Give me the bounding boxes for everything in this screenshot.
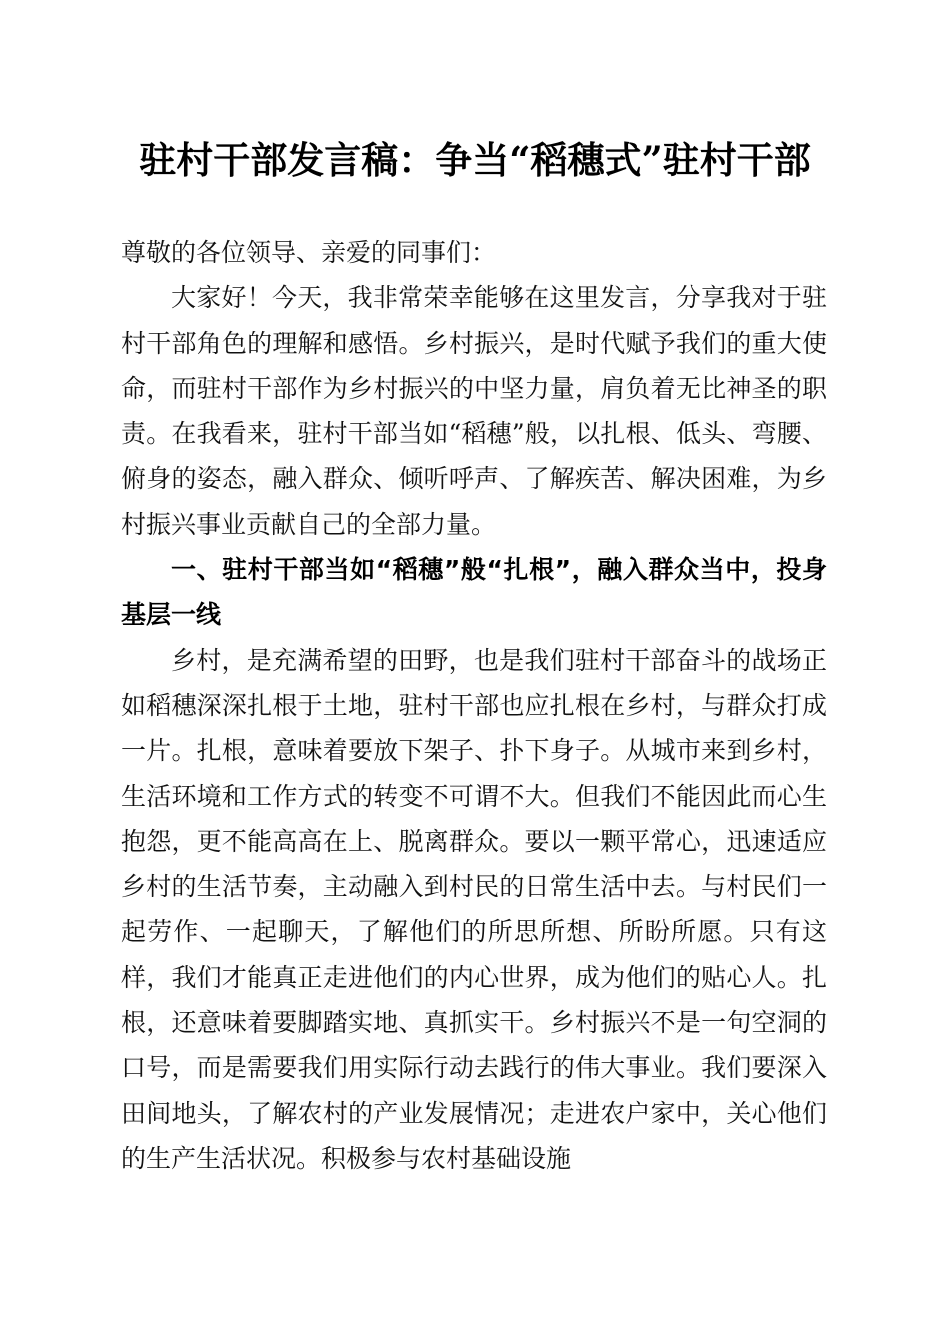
intro-paragraph: 大家好！今天，我非常荣幸能够在这里发言，分享我对于驻村干部角色的理解和感悟。乡村振兴，是时代赋予我们的重大使命，而驻村干部作为乡村振兴的中坚力量，肩负着无比神圣的职责。在我看来，驻村干部当如“稻穗”般，以扎根、低头、弯腰、俯身的姿态，融入群众、倾听呼声、了解疾苦、解决困难，为乡村振兴事业贡献自己的全部力量。 [121,283,827,539]
document-title: 驻村干部发言稿：争当“稻穗式”驻村干部 [139,138,811,182]
section-paragraph: 乡村，是充满希望的田野，也是我们驻村干部奋斗的战场正如稻穗深深扎根于土地，驻村干部也应扎根在乡村，与群众打成一片。扎根，意味着要放下架子、扑下身子。从城市来到乡村，生活环境和工作方式的转变不可谓不大。但我们不能因此而心生抱怨，更不能高高在上、脱离群众。要以一颗平常心，迅速适应乡村的生活节奏，主动融入到村民的日常生活中去。与村民们一起劳作、一起聊天，了解他们的所思所想、所盼所愿。只有这样，我们才能真正走进他们的内心世界，成为他们的贴心人。扎根，还意味着要脚踏实地、真抓实干。乡村振兴不是一句空洞的口号，而是需要我们用实际行动去践行的伟大事业。我们要深入田间地头，了解农村的产业发展情况；走进农户家中，关心他们的生产生活状况。积极参与农村基础设施 [121,645,827,1173]
document-body [121,230,827,1181]
salutation: 尊敬的各位领导、亲爱的同事们： [121,238,497,267]
section-heading: 一、驻村干部当如“稻穗”般“扎根”，融入群众当中，投身基层一线 [121,555,827,630]
